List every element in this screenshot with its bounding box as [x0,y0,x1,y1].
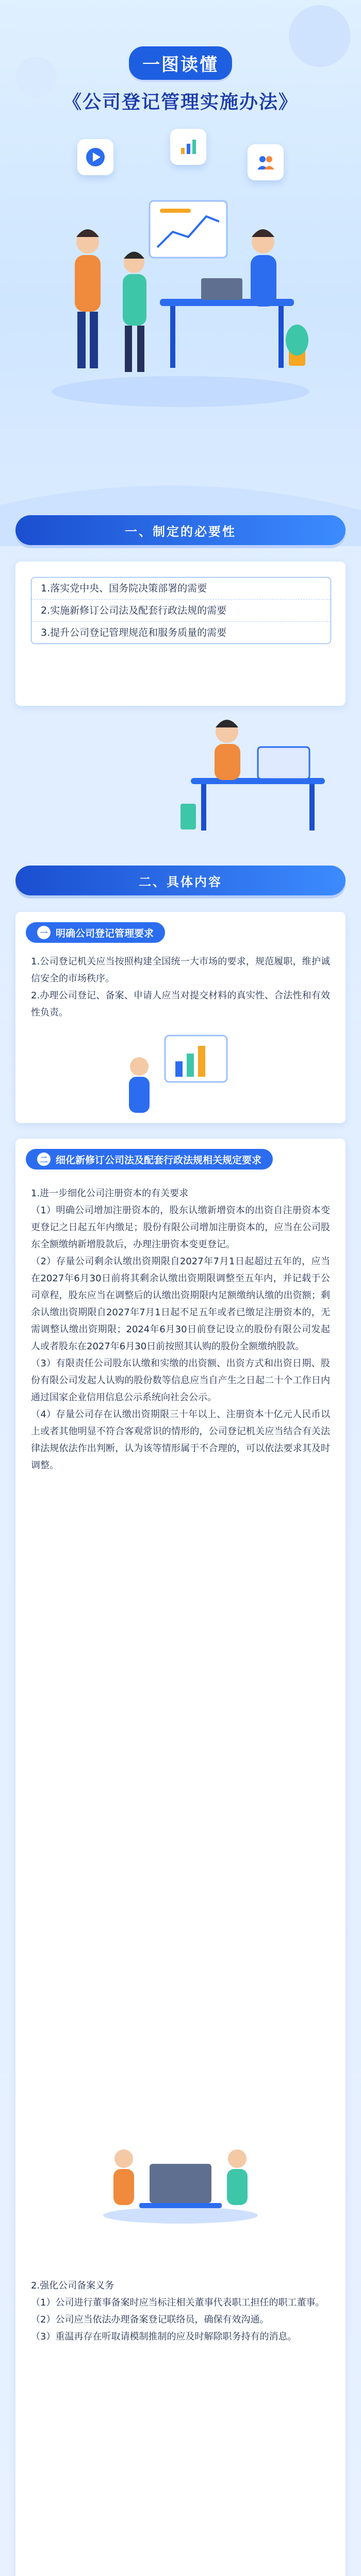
part2-title: 细化新修订公司法及配套行政法规相关规定要求 [56,1154,262,1166]
list-item: 1.落实党中央、国务院决策部署的需要 [41,583,207,594]
laptop-users-illustration [93,2117,268,2226]
people-icon [248,144,284,180]
part1-text: 1.公司登记机关应当按照构建全国统一大市场的要求，规范履职，维护诚信安全的市场秩序。 2.办理公司登记、备案、申请人应当对提交材料的真实性、合法性和有效性负责。 [31,956,330,1018]
part2-number: 二 [37,1153,51,1166]
section-content-title: 二、具体内容 [15,866,346,895]
office-worker-illustration [170,701,346,835]
necessity-list [31,577,331,644]
part2-text2: 2.强化公司备案义务 （1）公司进行董事备案时应当标注相关董事代表职工担任的职工董事。 （2）公司应当依法办理备案登记联络员，确保有效沟通。 （3）重温再存在听取请模制推制的应及时解除职务持有的消息。 [31,2280,325,2342]
hero-banner [0,0,361,546]
part1-heading [26,922,165,943]
part2-heading [26,1149,273,1170]
list-item: 3.提升公司登记管理规范和服务质量的需要 [31,621,331,643]
list-item: 2.实施新修订公司法及配套行政法规的需要 [31,599,331,621]
section-necessity-card [15,562,346,706]
play-button-icon [77,139,113,175]
hero-kicker-label: 一图读懂 [129,46,232,80]
bar-chart-icon [170,129,206,165]
page-title: 《公司登记管理实施办法》 [62,92,298,113]
analyst-illustration [103,1030,258,1118]
team-meeting-illustration [46,185,315,402]
part2-text: 1.进一步细化公司注册资本的有关要求 （1）明确公司增加注册资本的，股东认缴新增资本的出资自注册资本变更登记之日起五年内缴足；股份有限公司增加注册资本的，应当在公司股东全额缴纳新增股款后，办理注册资本变更登记。 （2）存量公司剩余认缴出资期限自2027年7月1日起超过五年的，应当在2027年6月30日前将其剩余认缴出资期限调整至五年内，并记载于公司章程，股东应当在调整后的认缴出资期限内足额缴纳认缴的出资额；剩余认缴出资期限自2027年7月1日起不足五年或者已缴足注册资本的，无需调整认缴出资期限；2024年6月30日前登记设立的股份有限公司发起人或者股东在2027年6月30日前按照其认购的股份全额缴纳股款。 （3）有限责任公司股东认缴和实缴的出资额、出资方式和出资日期、股份有限公司发起人认购的股份数等信息应当自产生之日起二十个工作日内通过国家企业信用信息公示系统向社会公示。 （4）存量公司存在认缴出资期限三十年以上、注册资本十亿元人民币以上或者其他明显不符合客观常识的情形的，公司登记机关应当结合有关法律法规依法作出判断，认为该等情形属于不合理的，可以依法要求其及时调整。 [31,1188,330,1471]
section-necessity-title: 一、制定的必要性 [15,515,346,545]
part1-number: 一 [37,926,51,939]
part1-title: 明确公司登记管理要求 [56,927,154,939]
hero-kicker [0,46,361,80]
